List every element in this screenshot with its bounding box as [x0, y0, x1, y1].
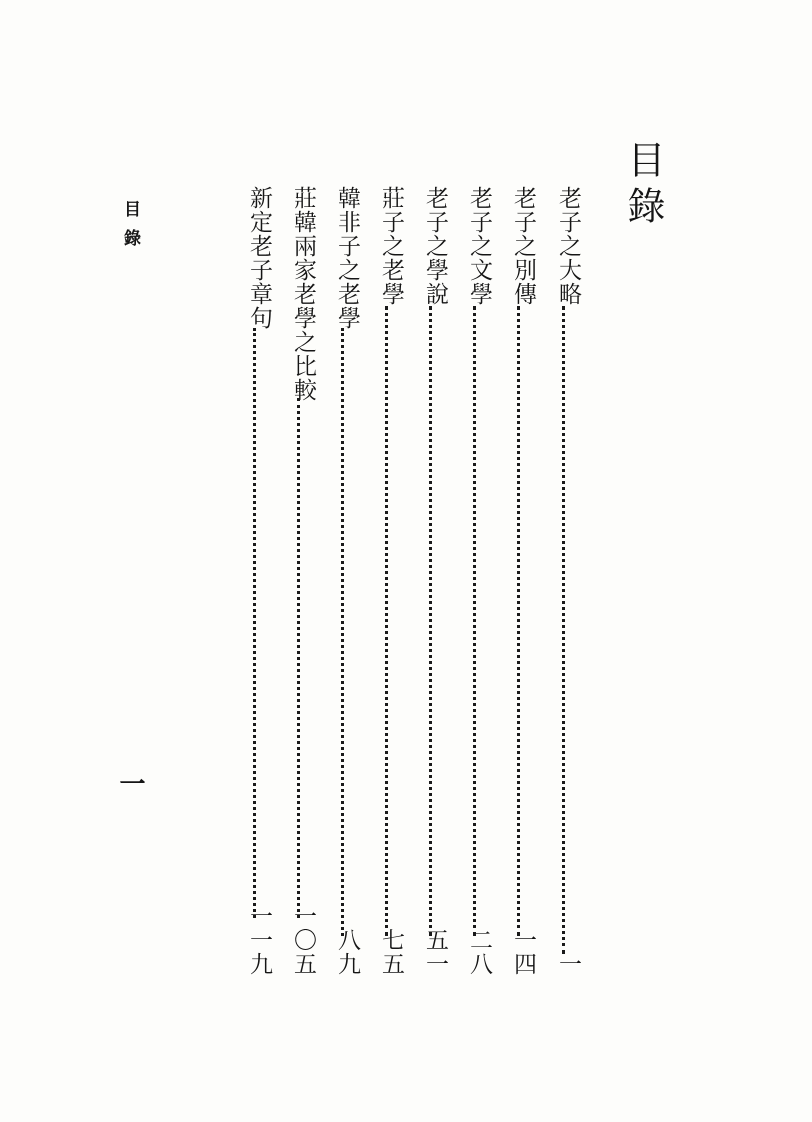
- toc-leader-dots: [517, 306, 524, 936]
- toc-entry-page: 二八: [466, 928, 492, 976]
- toc-entry-page: 一四: [510, 928, 536, 976]
- toc-entry-title: 老子之文學: [466, 186, 492, 306]
- toc-entry-page: 一一九: [246, 904, 272, 976]
- toc-entry-title: 莊子之老學: [378, 186, 404, 306]
- toc-leader-dots: [385, 306, 392, 936]
- toc-entry-page: 一: [555, 952, 581, 976]
- toc-entry-page: 五一: [422, 928, 448, 976]
- toc-entry-page: 七五: [378, 928, 404, 976]
- toc-entry-title: 韓非子之老學: [334, 186, 360, 330]
- toc-entry-page: 八九: [334, 928, 360, 976]
- margin-page-number: 一: [115, 770, 145, 796]
- toc-entry[interactable]: [549, 186, 579, 986]
- toc-leader-dots: [253, 328, 260, 918]
- toc-entry[interactable]: [504, 186, 534, 986]
- toc-entry[interactable]: [416, 186, 446, 986]
- page-heading: 目錄: [621, 140, 665, 232]
- toc-leader-dots: [297, 398, 304, 918]
- toc-entry[interactable]: [240, 186, 270, 986]
- toc-entry[interactable]: [284, 186, 314, 986]
- toc-leader-dots: [341, 328, 348, 936]
- toc-entry-title: 莊韓兩家老學之比較: [290, 186, 316, 402]
- toc-entry[interactable]: [460, 186, 490, 986]
- toc-entry-title: 老子之別傳: [510, 186, 536, 306]
- toc-entry-title: 老子之學說: [422, 186, 448, 306]
- toc-entry-title: 老子之大略: [555, 186, 581, 306]
- toc-entry[interactable]: [372, 186, 402, 986]
- toc-leader-dots: [473, 306, 480, 936]
- toc-entry-title: 新定老子章句: [246, 186, 272, 330]
- margin-running-title: 目錄: [120, 200, 140, 258]
- toc-leader-dots: [562, 306, 569, 954]
- toc-entry-page: 一〇五: [290, 904, 316, 976]
- toc-entry[interactable]: [328, 186, 358, 986]
- toc-leader-dots: [429, 306, 436, 936]
